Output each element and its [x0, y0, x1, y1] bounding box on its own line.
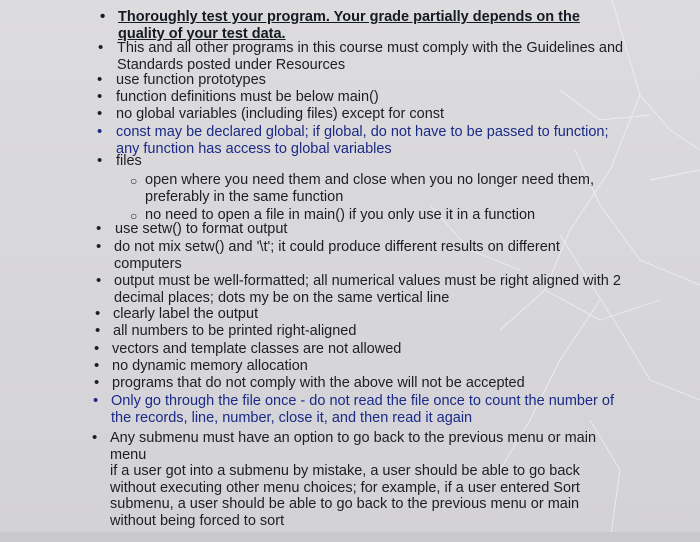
list-item: • Thoroughly test your program. Your grade partially depends on the quality of your test data. [100, 8, 580, 42]
list-item: • no dynamic memory allocation [94, 357, 308, 374]
list-item: • all numbers to be printed right-aligned [95, 322, 357, 339]
item-line: computers [114, 255, 182, 272]
item-line: use setw() to format output [115, 221, 288, 237]
list-item: • clearly label the output [95, 305, 259, 322]
item-line: do not mix setw() and '\t'; it could produce different results on different [114, 239, 560, 255]
item-line: no dynamic memory allocation [112, 358, 308, 374]
list-item: • Any submenu must have an option to go back to the previous menu or main menu if a user got into a submenu by mistake, a user should be able to go back without executing other menu choices; for example, if a user entered Sort submenu, a user should be able to go back to the previous menu or main without being forced to sort [92, 429, 597, 529]
item-line: use function prototypes [116, 72, 266, 88]
list-item: • vectors and template classes are not allowed [94, 340, 402, 357]
item-line: Any submenu must have an option to go back to the previous menu or main [110, 430, 597, 446]
item-line: open where you need them and close when you no longer need them, [145, 172, 595, 188]
item-line: programs that do not comply with the above will not be accepted [112, 375, 525, 391]
item-line: vectors and template classes are not allowed [112, 341, 402, 357]
item-line: submenu, a user should be able to go back to the previous menu or main [110, 496, 580, 513]
item-line: Only go through the file once - do not read the file once to count the number of [111, 393, 614, 409]
sub-list-item: ○ no need to open a file in main() if you only use it in a function [130, 207, 536, 223]
item-line: output must be well-formatted; all numerical values must be right aligned with 2 [114, 273, 621, 289]
list-item: • const may be declared global; if global, do not have to be passed to function; any function has access to global variables [97, 123, 609, 157]
list-item: • do not mix setw() and '\t'; it could produce different results on different computers [96, 238, 560, 272]
item-line: any function has access to global variables [116, 140, 392, 157]
item-line: all numbers to be printed right-aligned [113, 323, 357, 339]
item-line: menu [110, 446, 147, 463]
list-item: • use setw() to format output [96, 220, 288, 237]
item-line: function definitions must be below main() [116, 89, 379, 105]
list-item: • use function prototypes [97, 71, 266, 88]
item-line: Standards posted under Resources [117, 56, 346, 73]
item-line: preferably in the same function [145, 188, 344, 205]
list-item: • Only go through the file once - do not read the file once to count the number of the records, line, number, close it, and then read it again [93, 392, 614, 426]
item-line: without being forced to sort [110, 512, 285, 529]
item-line: without executing other menu choices; for example, if a user entered Sort [110, 479, 580, 496]
item-line: no global variables (including files) except for const [116, 106, 445, 122]
item-line: const may be declared global; if global, do not have to be passed to function; [116, 124, 609, 140]
list-item: • function definitions must be below main() [97, 88, 379, 105]
item-line: files [116, 153, 142, 169]
sub-list-item: ○ open where you need them and close when you no longer need them, preferably in the same function [130, 172, 595, 205]
item-line: quality of your test data. [118, 25, 286, 42]
item-line: if a user got into a submenu by mistake, a user should be able to go back [110, 463, 580, 480]
list-item: • output must be well-formatted; all numerical values must be right aligned with 2 decimal places; dots my be on the same vertical line [96, 272, 621, 306]
list-item: • no global variables (including files) except for const [97, 105, 445, 122]
list-item: • This and all other programs in this course must comply with the Guidelines and Standards posted under Resources [98, 39, 624, 73]
item-line: the records, line, number, close it, and then read it again [111, 409, 473, 426]
item-line: no need to open a file in main() if you only use it in a function [145, 207, 536, 223]
list-item: • files [97, 152, 142, 169]
item-line: decimal places; dots my be on the same vertical line [114, 289, 450, 306]
item-line: clearly label the output [113, 306, 259, 322]
list-item: • programs that do not comply with the above will not be accepted [94, 374, 525, 391]
item-line: Thoroughly test your program. Your grade partially depends on the [118, 9, 580, 25]
item-line: This and all other programs in this course must comply with the Guidelines and [117, 40, 624, 56]
